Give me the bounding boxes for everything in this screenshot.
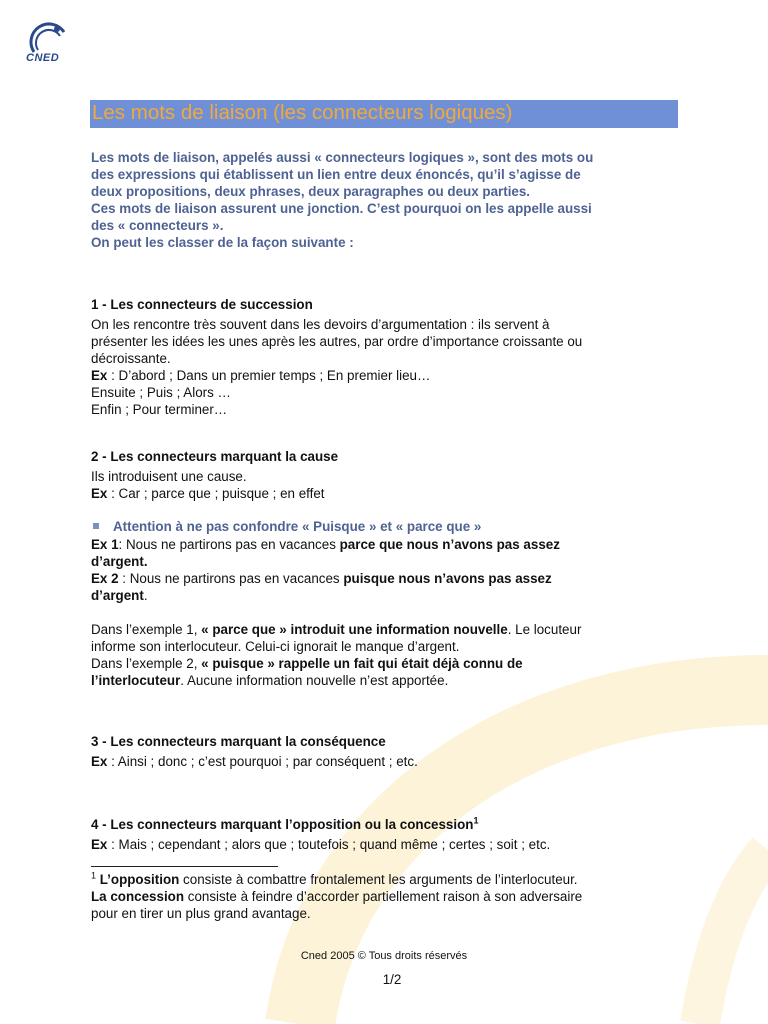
intro-line: Ces mots de liaison assurent une jonction. C’est pourquoi on les appelle aussi [91,201,592,216]
copyright-footer: Cned 2005 © Tous droits réservés [300,950,468,962]
section-heading: 2 - Les connecteurs marquant la cause [91,449,339,464]
section-succession [91,296,691,418]
explanation-text: Dans l’exemple 2, [91,656,202,671]
explanation-text: Dans l’exemple 1, [91,622,202,637]
section-heading-text: 4 - Les connecteurs marquant l’opposition ou la concession [91,817,474,832]
intro-line: Les mots de liaison, appelés aussi « connecteurs logiques », sont des mots ou [91,150,594,165]
ex2-bold-end: d’argent [91,588,144,603]
footnote-number: 1 [91,870,97,881]
section-heading: 3 - Les connecteurs marquant la conséquence [91,734,386,749]
example-line: Enfin ; Pour terminer… [91,402,228,417]
example-line [91,753,691,770]
examples-block [91,536,691,689]
footnote-text: pour en tirer un plus grand avantage. [91,906,311,921]
explanation-bold: « puisque » rappelle un fait qui était déjà connu de [201,656,523,671]
explanation-text: informe son interlocuteur. Celui-ci ignorait le manque d’argent. [91,639,460,654]
footnote-divider [91,866,278,867]
section-heading: 1 - Les connecteurs de succession [91,297,313,312]
footnote-text: consiste à combattre frontalement les arguments de l’interlocuteur. [179,872,578,887]
section-text: décroissante. [91,351,171,366]
ex2-text: : Nous ne partirons pas en vacances [118,571,344,586]
ex-text: : Mais ; cependant ; alors que ; toutefois ; quand même ; certes ; soit ; etc. [107,837,551,852]
logo-text: CNED [26,52,60,64]
ex-label: Ex [91,754,108,769]
explanation-bold: l’interlocuteur [91,673,181,688]
section-text: présenter les idées les unes après les autres, par ordre d’importance croissante ou [91,334,583,349]
section-text: Ils introduisent une cause. [91,469,247,484]
ex-text: : Ainsi ; donc ; c’est pourquoi ; par conséquent ; etc. [107,754,418,769]
footnote-bold: L’opposition [96,872,180,887]
ex2-label: Ex 2 [91,571,119,586]
section-opposition [91,816,691,853]
intro-line: des « connecteurs ». [91,218,224,233]
footnote-bold: La concession [91,889,185,904]
example-line [91,367,691,384]
example-line: Ensuite ; Puis ; Alors … [91,385,231,400]
ex2-end: . [143,588,148,603]
attention-note [91,518,481,535]
ex1-bold-end: d’argent. [91,554,148,569]
footnote-ref[interactable]: 1 [473,815,479,826]
bullet-square-icon [93,523,99,529]
intro-paragraph [91,149,691,251]
explanation-text: . Le locuteur [507,622,582,637]
example-1 [91,536,691,553]
intro-line: On peut les classer de la façon suivante : [91,235,354,250]
section-cause [91,448,691,502]
intro-line: deux propositions, deux phrases, deux paragraphes ou deux parties. [91,184,531,199]
ex1-label: Ex 1 [91,537,119,552]
ex2-bold: puisque nous n’avons pas assez [343,571,552,586]
footnote [91,871,691,922]
intro-line: des expressions qui établissent un lien entre deux énoncés, qu’il s’agisse de [91,167,581,182]
ex-text: : D’abord ; Dans un premier temps ; En premier lieu… [107,368,431,383]
explanation-text: . Aucune information nouvelle n’est apportée. [180,673,449,688]
ex-label: Ex [91,837,108,852]
ex-label: Ex [91,486,108,501]
ex-label: Ex [91,368,108,383]
example-line [91,836,691,853]
section-consequence [91,733,691,770]
section-heading [91,816,691,833]
page-number: 1/2 [382,972,402,987]
ex-text: : Car ; parce que ; puisque ; en effet [107,486,325,501]
footnote-text: consiste à feindre d’accorder partiellement raison à son adversaire [184,889,583,904]
ex1-bold: parce que nous n’avons pas assez [339,537,560,552]
ex1-text: : Nous ne partirons pas en vacances [118,537,340,552]
section-text: On les rencontre très souvent dans les devoirs d’argumentation : ils servent à [91,317,550,332]
explanation-bold: « parce que » introduit une information nouvelle [201,622,508,637]
example-line [91,485,691,502]
page-title: Les mots de liaison (les connecteurs logiques) [92,101,513,124]
attention-text: Attention à ne pas confondre « Puisque » et « parce que » [113,519,482,534]
